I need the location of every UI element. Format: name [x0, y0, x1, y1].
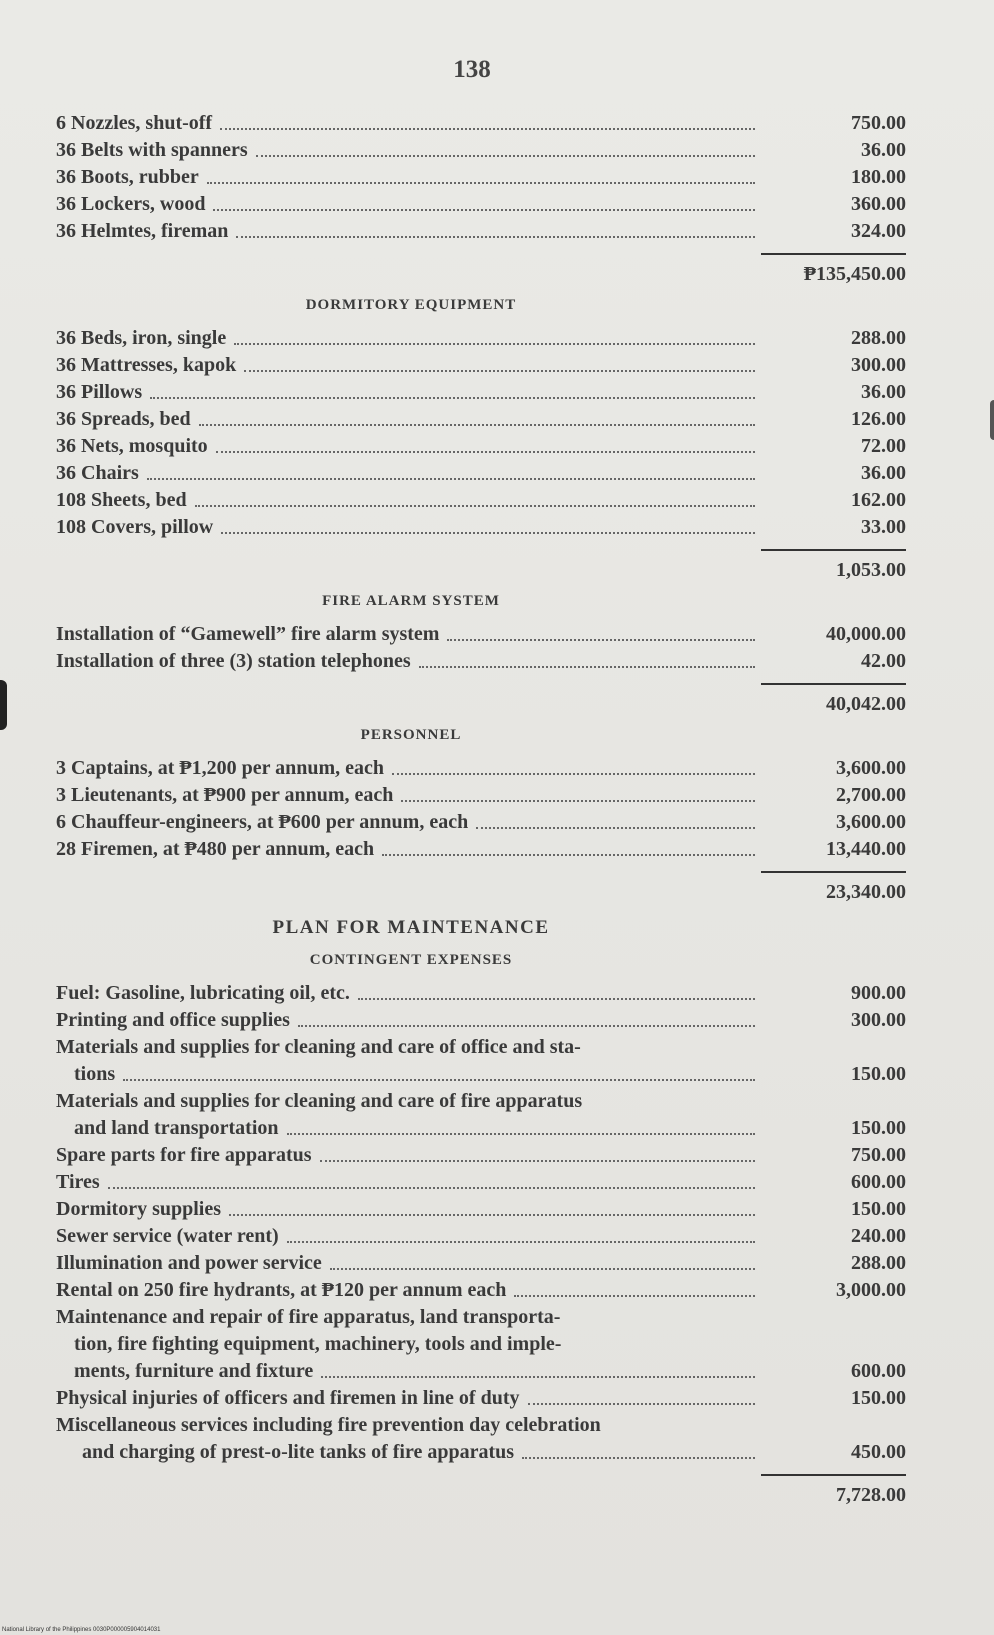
line-item: 36 Nets, mosquito 72.00 — [56, 435, 906, 457]
line-item: ments, furniture and fixture 600.00 — [74, 1360, 906, 1382]
line-item: Printing and office supplies 300.00 — [56, 1009, 906, 1031]
line-item: 36 Spreads, bed 126.00 — [56, 408, 906, 430]
line-item: 36 Chairs 36.00 — [56, 462, 906, 484]
line-item-wrapped: tion, fire fighting equipment, machinery, tools and imple- — [74, 1333, 562, 1355]
line-item: 6 Nozzles, shut-off 750.00 — [56, 112, 906, 134]
line-item: 36 Belts with spanners 36.00 — [56, 139, 906, 161]
line-item: 3 Lieutenants, at ₱900 per annum, each 2,700.00 — [56, 784, 906, 806]
total-rule — [761, 871, 906, 873]
line-item: Sewer service (water rent) 240.00 — [56, 1225, 906, 1247]
line-item: tions 150.00 — [74, 1063, 906, 1085]
scan-mark — [990, 400, 994, 440]
maintenance-section — [56, 914, 906, 1509]
section-total: 1,053.00 — [836, 559, 906, 581]
section-total: 7,728.00 — [836, 1484, 906, 1506]
line-item: 36 Mattresses, kapok 300.00 — [56, 354, 906, 376]
line-item-wrapped: Maintenance and repair of fire apparatus, land transporta- — [56, 1306, 561, 1328]
line-item: and charging of prest-o-lite tanks of fire apparatus 450.00 — [82, 1441, 906, 1463]
line-item: Fuel: Gasoline, lubricating oil, etc. 900.00 — [56, 982, 906, 1004]
line-item: Physical injuries of officers and firemen in line of duty 150.00 — [56, 1387, 906, 1409]
total-rule — [761, 1474, 906, 1476]
line-item: 28 Firemen, at ₱480 per annum, each 13,440.00 — [56, 838, 906, 860]
section-total: 40,042.00 — [826, 693, 906, 715]
line-item: 3 Captains, at ₱1,200 per annum, each 3,600.00 — [56, 757, 906, 779]
line-item-wrapped: Materials and supplies for cleaning and care of office and sta- — [56, 1036, 581, 1058]
section-heading: FIRE ALARM SYSTEM — [322, 593, 500, 609]
line-item: Illumination and power service 288.00 — [56, 1252, 906, 1274]
section-subheading: CONTINGENT EXPENSES — [309, 952, 513, 968]
line-item: Tires 600.00 — [56, 1171, 906, 1193]
line-item: 36 Pillows 36.00 — [56, 381, 906, 403]
dormitory-section — [56, 292, 906, 584]
total-rule — [761, 549, 906, 551]
line-item: Installation of three (3) station telephones 42.00 — [56, 650, 906, 672]
total-rule — [761, 683, 906, 685]
line-item: 6 Chauffeur-engineers, at ₱600 per annum, each 3,600.00 — [56, 811, 906, 833]
line-item: 108 Sheets, bed 162.00 — [56, 489, 906, 511]
line-item-wrapped: Miscellaneous services including fire prevention day celebration — [56, 1414, 601, 1436]
section-heading: PERSONNEL — [360, 727, 462, 743]
section-total: 23,340.00 — [826, 881, 906, 903]
section-heading: PLAN FOR MAINTENANCE — [272, 917, 550, 938]
scan-footer: National Library of the Philippines 0030P000005904014031 — [2, 1627, 161, 1633]
line-item: Dormitory supplies 150.00 — [56, 1198, 906, 1220]
line-item: Rental on 250 fire hydrants, at ₱120 per annum each 3,000.00 — [56, 1279, 906, 1301]
line-item: 108 Covers, pillow 33.00 — [56, 516, 906, 538]
line-item: 36 Boots, rubber 180.00 — [56, 166, 906, 188]
line-item: 36 Helmtes, fireman 324.00 — [56, 220, 906, 242]
personnel-section — [56, 722, 906, 906]
line-item: and land transportation 150.00 — [74, 1117, 906, 1139]
total-rule — [761, 253, 906, 255]
line-item: 36 Beds, iron, single 288.00 — [56, 327, 906, 349]
line-item: Spare parts for fire apparatus 750.00 — [56, 1144, 906, 1166]
section-heading: DORMITORY EQUIPMENT — [305, 297, 517, 313]
scan-mark — [0, 680, 7, 730]
section-total: ₱135,450.00 — [803, 263, 906, 285]
line-item: 36 Lockers, wood 360.00 — [56, 193, 906, 215]
page-number: 138 — [453, 56, 491, 83]
fire-alarm-section — [56, 588, 906, 718]
budget-listing — [56, 110, 906, 1513]
equipment-section — [56, 110, 906, 288]
line-item: Installation of “Gamewell” fire alarm system 40,000.00 — [56, 623, 906, 645]
line-item-wrapped: Materials and supplies for cleaning and care of fire apparatus — [56, 1090, 583, 1112]
